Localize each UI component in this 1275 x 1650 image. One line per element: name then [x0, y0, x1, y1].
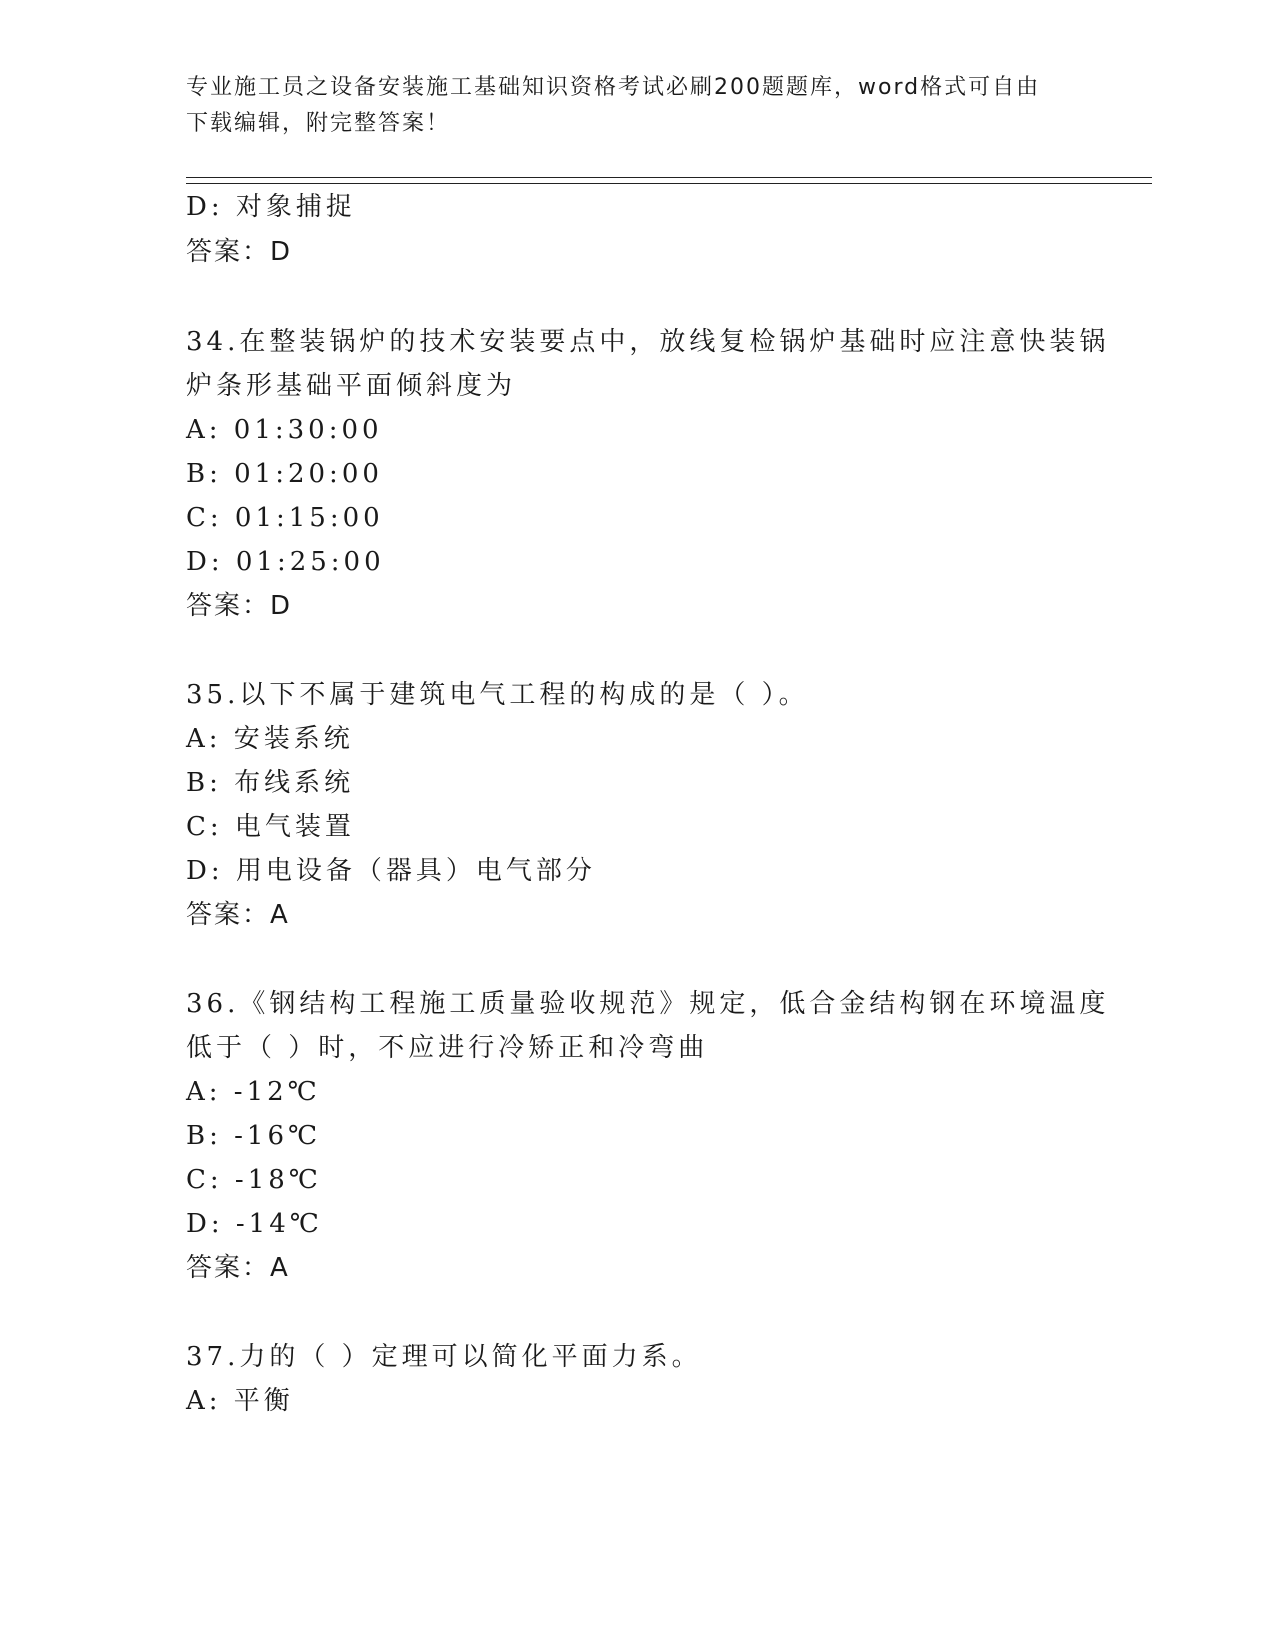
q36-answer: 答案：A — [186, 1253, 290, 1283]
q37-option-a: A: 平衡 — [186, 1386, 294, 1416]
q36-question-line-2: 低于（ ）时，不应进行冷矫正和冷弯曲 — [186, 1033, 709, 1063]
header-divider-top — [186, 177, 1152, 178]
q36-option-b: B: -16℃ — [186, 1121, 322, 1151]
q34-answer: 答案：D — [186, 591, 293, 621]
q36-option-c: C: -18℃ — [186, 1165, 322, 1195]
q35-option-d: D: 用电设备（器具）电气部分 — [186, 856, 596, 886]
q35-option-c: C: 电气装置 — [186, 812, 355, 842]
q34-option-c: C: 01:15:00 — [186, 503, 384, 533]
q35-option-b: B: 布线系统 — [186, 768, 355, 798]
q36-option-d: D: -14℃ — [186, 1209, 323, 1239]
q36-question-line-1: 36.《钢结构工程施工质量验收规范》规定，低合金结构钢在环境温度 — [186, 989, 1110, 1019]
header-title-line-1: 专业施工员之设备安装施工基础知识资格考试必刷200题题库，word格式可自由 — [186, 75, 1041, 100]
header-divider-bottom — [186, 183, 1152, 184]
q34-option-d: D: 01:25:00 — [186, 547, 385, 577]
q33-answer: 答案：D — [186, 237, 293, 267]
document-header — [186, 70, 1086, 142]
q34-question-line-2: 炉条形基础平面倾斜度为 — [186, 371, 517, 401]
q35-answer: 答案：A — [186, 900, 290, 930]
q34-question-line-1: 34.在整装锅炉的技术安装要点中，放线复检锅炉基础时应注意快装锅 — [186, 327, 1110, 357]
q34-option-a: A: 01:30:00 — [186, 415, 383, 445]
q33-option-d: D: 对象捕捉 — [186, 192, 356, 222]
q34-option-b: B: 01:20:00 — [186, 459, 383, 489]
q35-question-line-1: 35.以下不属于建筑电气工程的构成的是（ ）。 — [186, 680, 809, 710]
header-title-line-2: 下载编辑，附完整答案！ — [186, 111, 451, 136]
q37-question-line-1: 37.力的（ ）定理可以简化平面力系。 — [186, 1342, 702, 1372]
q36-option-a: A: -12℃ — [186, 1077, 321, 1107]
q35-option-a: A: 安装系统 — [186, 724, 354, 754]
